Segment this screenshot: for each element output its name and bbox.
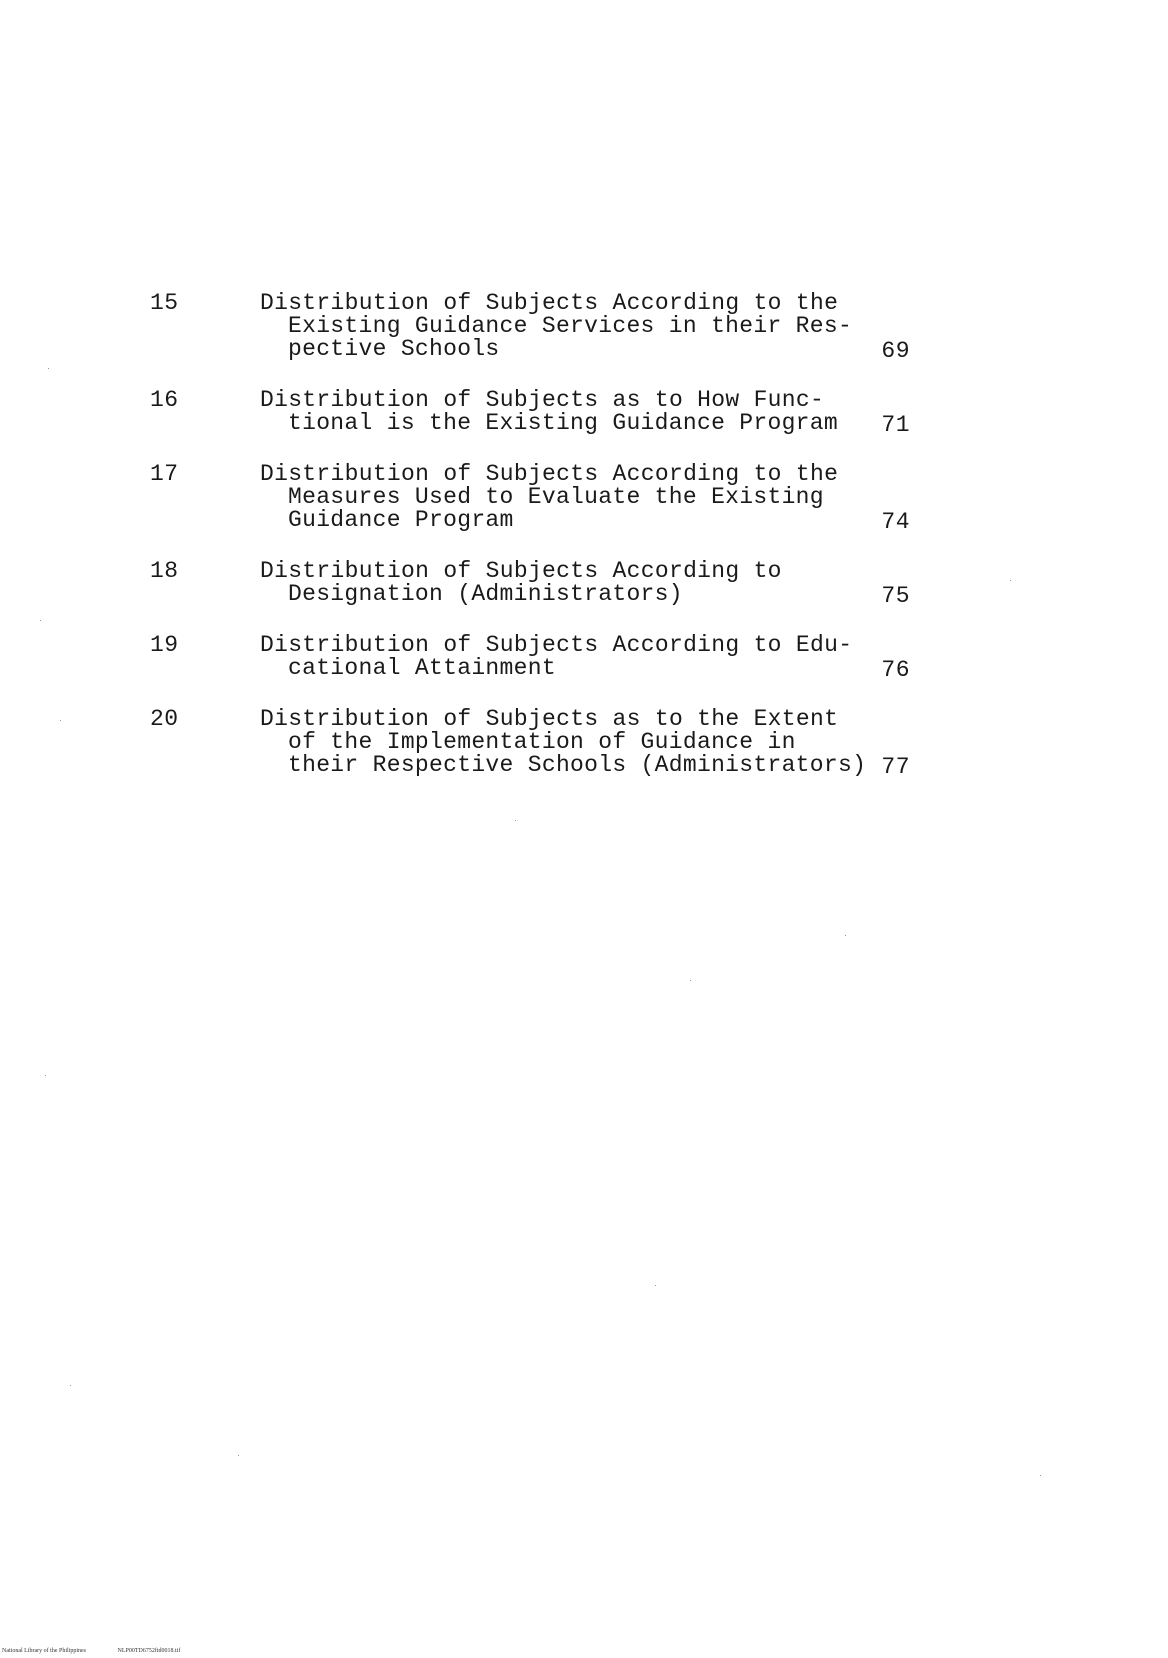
page-number: 74 xyxy=(881,509,910,535)
scan-speck xyxy=(515,820,516,821)
table-title xyxy=(260,706,867,778)
page-number: 76 xyxy=(881,657,910,683)
footer-library: National Library of the Philippines xyxy=(2,1648,86,1654)
title-line: Guidance Program xyxy=(288,507,514,533)
table-number: 20 xyxy=(150,706,179,732)
title-line: Existing Guidance Services in their Res- xyxy=(288,313,853,339)
footer-filename: NLP00TD6752ftd0018.tif xyxy=(117,1648,181,1654)
title-line: Designation (Administrators) xyxy=(288,581,683,607)
toc-entry-16 xyxy=(150,387,970,438)
scan-speck xyxy=(1040,1475,1041,1476)
title-line: tional is the Existing Guidance Program xyxy=(288,410,838,436)
scan-speck xyxy=(1010,580,1011,581)
title-line: Distribution of Subjects as to the Extent xyxy=(260,706,839,732)
list-of-tables xyxy=(150,290,970,780)
table-title xyxy=(260,463,860,532)
title-line: of the Implementation of Guidance in xyxy=(288,729,796,755)
table-number: 18 xyxy=(150,558,179,584)
title-line: pective Schools xyxy=(288,336,500,362)
scan-speck xyxy=(45,1075,46,1076)
scan-footer xyxy=(2,1648,210,1654)
scan-speck xyxy=(48,368,49,369)
page-number: 71 xyxy=(881,412,910,438)
table-number: 17 xyxy=(150,461,179,487)
title-line: cational Attainment xyxy=(288,655,556,681)
title-line: Distribution of Subjects According to Edu- xyxy=(260,632,853,658)
table-title xyxy=(260,560,860,606)
page-number: 77 xyxy=(881,754,910,780)
toc-entry-19 xyxy=(150,632,970,683)
scan-speck xyxy=(238,1455,239,1456)
table-title xyxy=(260,634,860,680)
toc-entry-20 xyxy=(150,706,970,780)
toc-entry-18 xyxy=(150,558,970,609)
table-number: 19 xyxy=(150,632,179,658)
scan-speck xyxy=(845,935,846,936)
table-title xyxy=(260,292,860,361)
page-number: 75 xyxy=(881,583,910,609)
title-line: Distribution of Subjects According to xyxy=(260,558,782,584)
table-number: 15 xyxy=(150,290,179,316)
title-line: Measures Used to Evaluate the Existing xyxy=(288,484,824,510)
table-number: 16 xyxy=(150,387,179,413)
scan-speck xyxy=(655,1285,656,1286)
scan-speck xyxy=(60,720,61,721)
scan-speck xyxy=(70,1385,71,1386)
title-line: Distribution of Subjects According to the xyxy=(260,290,839,316)
title-line: Distribution of Subjects According to the xyxy=(260,461,839,487)
toc-entry-17 xyxy=(150,461,970,535)
toc-entry-15 xyxy=(150,290,970,364)
title-line: Distribution of Subjects as to How Func- xyxy=(260,387,825,413)
page-number: 69 xyxy=(881,338,910,364)
scan-speck xyxy=(690,980,691,981)
table-title xyxy=(260,389,860,435)
title-line: their Respective Schools (Administrators) xyxy=(288,752,867,778)
scan-speck xyxy=(40,620,41,621)
